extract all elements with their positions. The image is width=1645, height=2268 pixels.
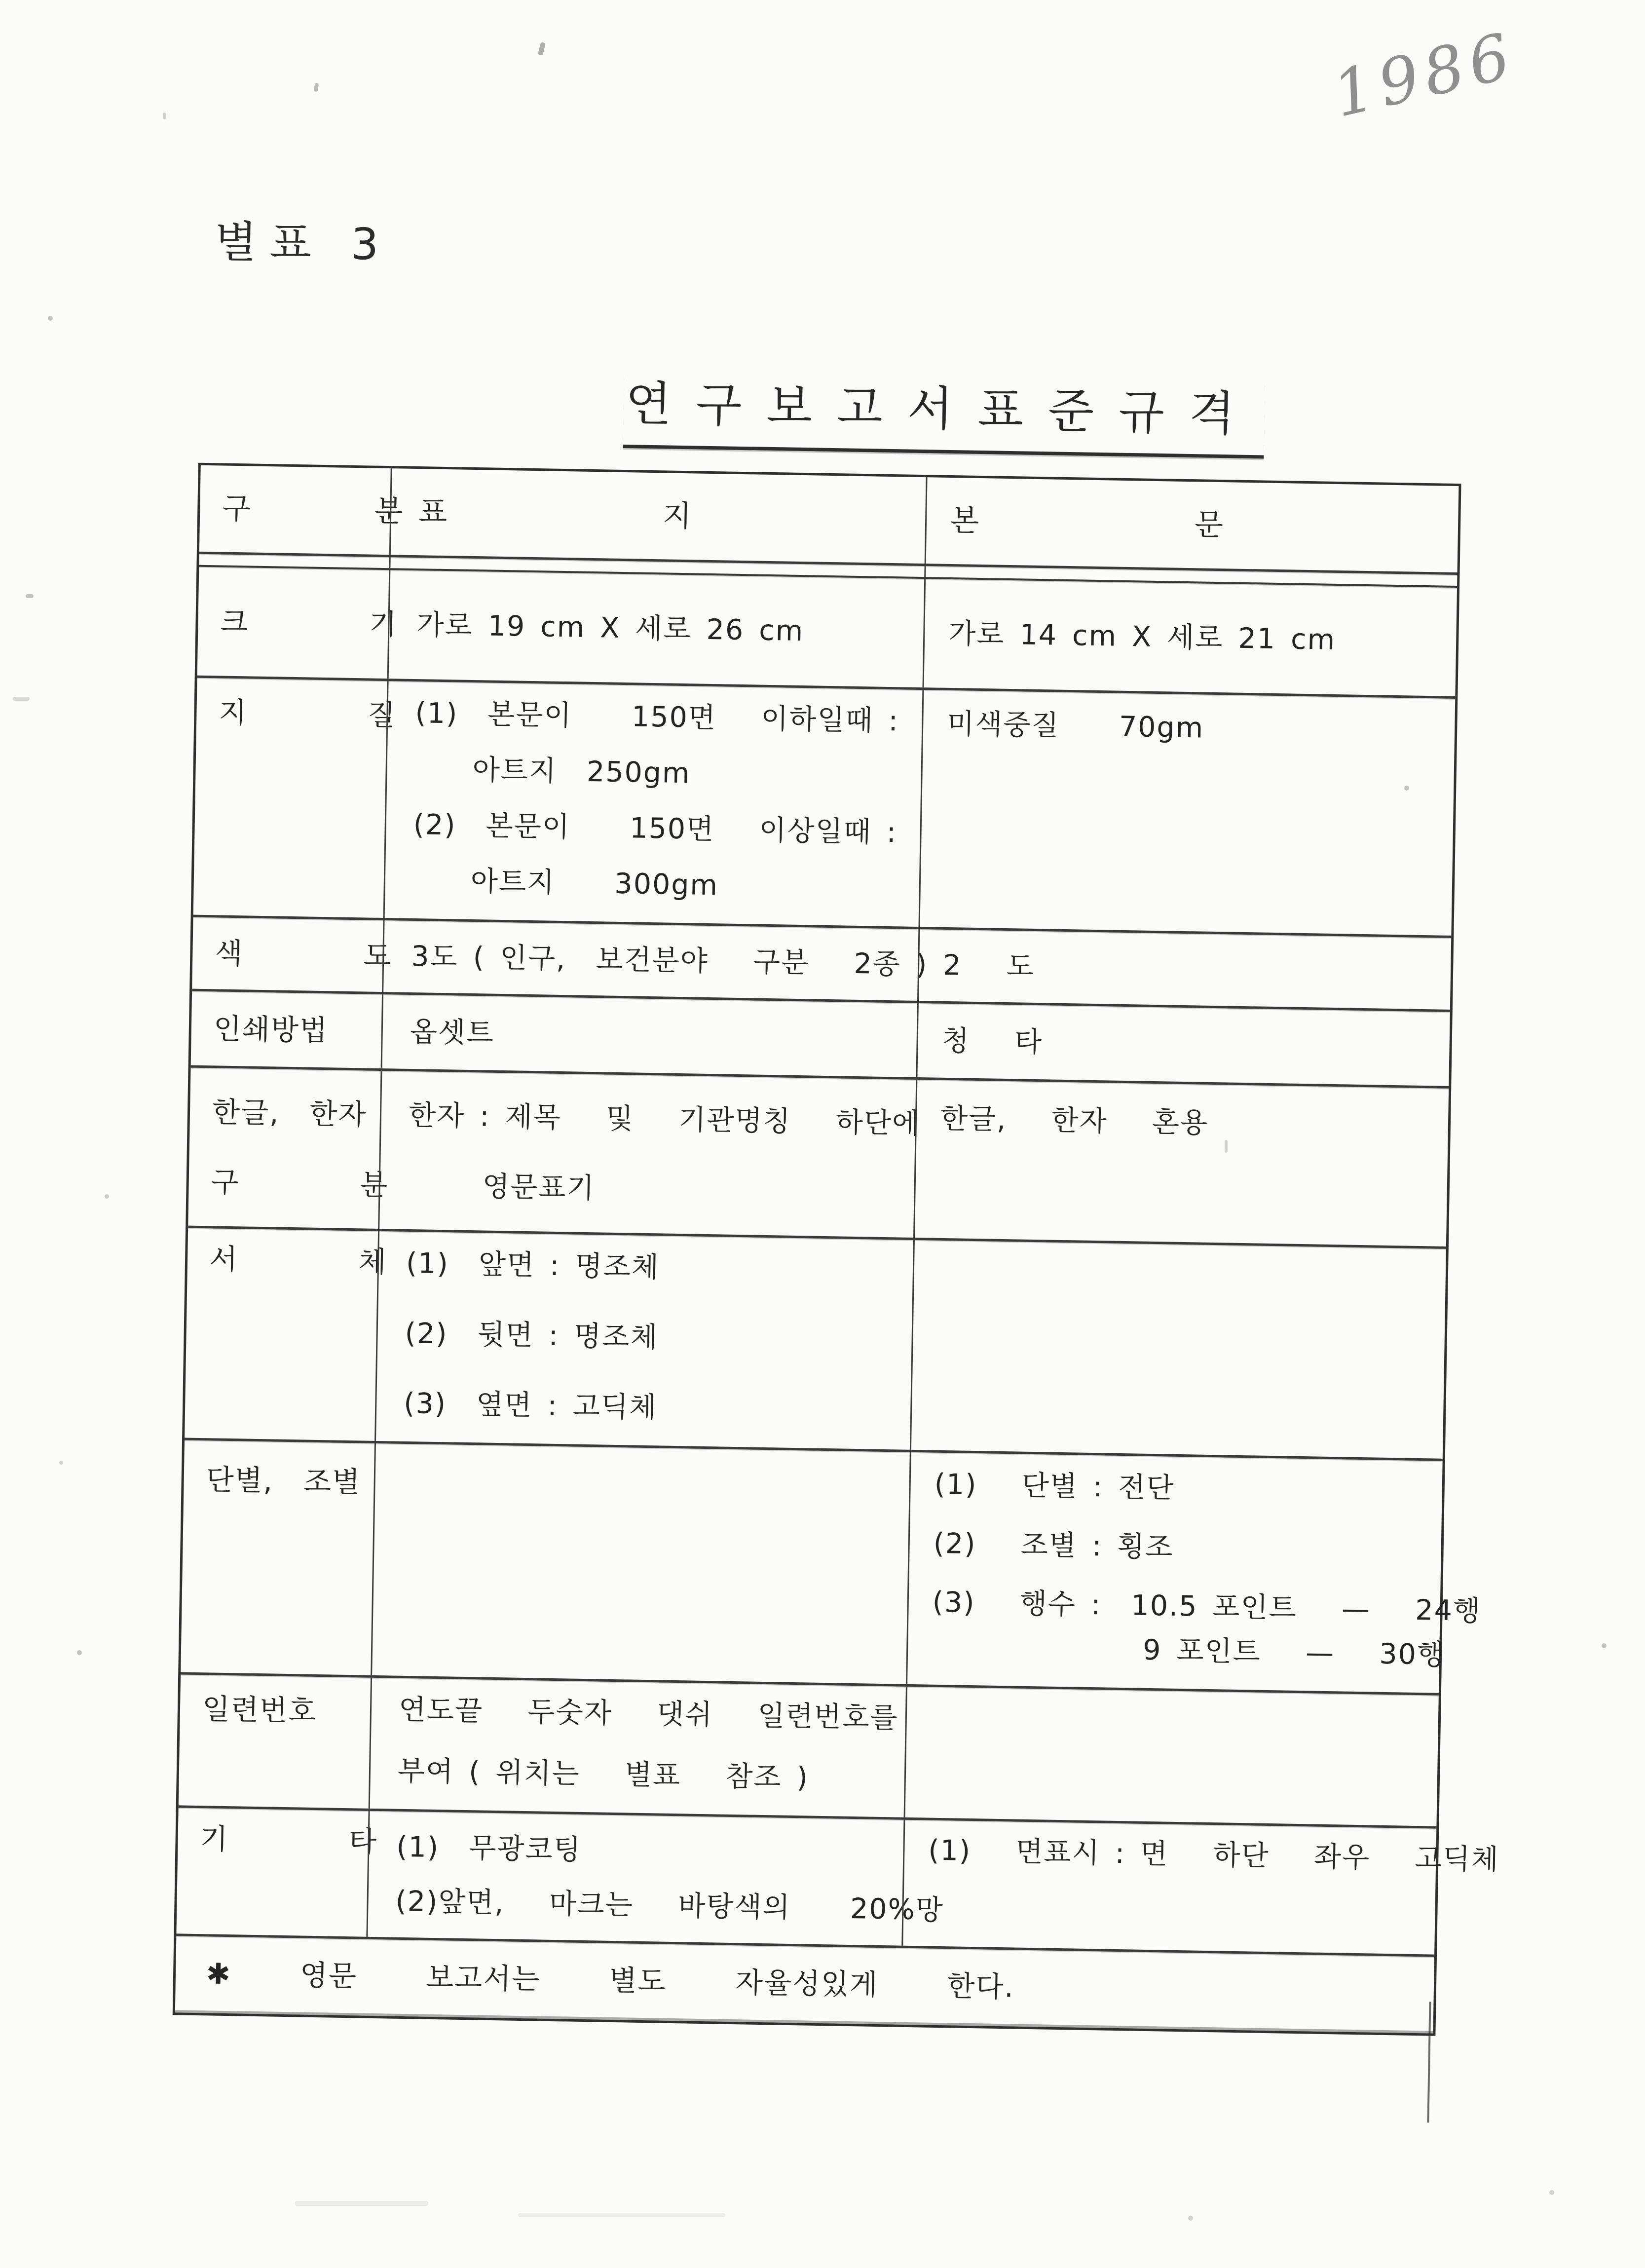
scan-speck <box>105 1194 109 1199</box>
table-row-paper <box>193 678 1456 938</box>
cell-line: 아트지 300gm <box>470 865 719 902</box>
cell-line: 옵셋트 <box>410 1015 495 1050</box>
table-row-etc <box>176 1808 1500 1957</box>
cell-line: 가로 19 cm X 세로 26 cm <box>416 608 804 647</box>
cell-line: 9 포인트 — 30행 <box>1142 1633 1446 1671</box>
cell-line: (3) 행수 : 10.5 포인트 — 24행 <box>932 1586 1482 1628</box>
cell-line: (3) 옆면 : 고딕체 <box>403 1387 658 1424</box>
row-label: 구 분 <box>211 1165 389 1202</box>
scan-smudge <box>295 2201 428 2206</box>
cell-line: 영문표기 <box>482 1170 596 1205</box>
header-cover: 표 지 <box>389 468 926 564</box>
cell-line: (1) 무광코팅 <box>396 1831 582 1867</box>
scan-speck <box>1549 2190 1554 2195</box>
table-row-hangul-hanja <box>188 1068 1449 1249</box>
cell-line: (2) 뒷면 : 명조체 <box>405 1317 659 1354</box>
header-body: 본 문 <box>925 477 1459 572</box>
cell-line: (1) 면표시 : 면 하단 좌우 고딕체 <box>928 1834 1500 1876</box>
row-label: 기 타 <box>200 1822 378 1859</box>
row-label: 일련번호 <box>202 1692 317 1728</box>
row-label: 서 체 <box>209 1242 388 1279</box>
cell-line: 아트지 250gm <box>472 754 691 790</box>
cell-line: (2) 본문이 150면 이상일때 : <box>413 808 897 849</box>
table-row-size <box>197 567 1457 699</box>
scan-speck <box>26 594 34 598</box>
cell-line: (1) 단별 : 전단 <box>934 1468 1175 1505</box>
cell-line: 미색중질 70gm <box>946 707 1204 745</box>
scan-speck <box>1188 2216 1193 2221</box>
spec-table <box>173 463 1500 2036</box>
scan-smudge <box>518 2213 725 2217</box>
scan-speck <box>77 1650 82 1655</box>
header-category: 구 분 <box>222 491 405 529</box>
row-label: 단별, 조별 <box>206 1463 361 1499</box>
scan-speck <box>1225 1140 1228 1153</box>
table-row-serial-number <box>179 1674 1439 1828</box>
handwritten-year: 1986 <box>1326 18 1523 132</box>
table-row-typeface <box>185 1228 1446 1461</box>
row-label: 인쇄방법 <box>213 1012 329 1048</box>
cell-line: (1) 본문이 150면 이하일때 : <box>414 697 899 738</box>
scan-speck <box>59 1461 63 1465</box>
scan-speck <box>13 697 30 701</box>
cell-line: (1) 앞면 : 명조체 <box>406 1247 660 1284</box>
cell-line: 연도끝 두숫자 댓쉬 일련번호를 <box>398 1693 899 1735</box>
table-row-columns-rows <box>181 1440 1482 1696</box>
row-label: 색 도 <box>214 936 393 973</box>
cell-line: (2) 조별 : 횡조 <box>933 1527 1174 1564</box>
scan-speck <box>48 316 53 321</box>
cell-line: 2 도 <box>942 948 1035 983</box>
footnote: ✱ 영문 보고서는 별도 자율성있게 한다. <box>206 1957 1015 2004</box>
row-label: 크 기 <box>220 605 398 642</box>
cell-line: 청 타 <box>941 1024 1043 1058</box>
scan-speck <box>1404 786 1409 791</box>
cell-line: 한글, 한자 혼용 <box>940 1102 1209 1139</box>
cell-line: 3도 ( 인구, 보건분야 구분 2종 ) <box>411 940 928 982</box>
cell-line: 가로 14 cm X 세로 21 cm <box>948 617 1336 656</box>
scan-speck <box>163 113 166 119</box>
scan-speck <box>1602 1643 1607 1648</box>
cell-line: 부여 ( 위치는 별표 참조 ) <box>397 1754 809 1794</box>
cell-line: 한자 : 제목 및 기관명칭 하단에 <box>408 1098 921 1140</box>
row-label: 지 질 <box>218 695 397 732</box>
row-label: 한글, 한자 <box>212 1095 368 1132</box>
cell-line: (2)앞면, 마크는 바탕색의 20%망 <box>395 1885 944 1927</box>
document-title: 연구보고서표준규격 <box>623 366 1265 459</box>
appendix-label: 별표 3 <box>214 216 392 270</box>
